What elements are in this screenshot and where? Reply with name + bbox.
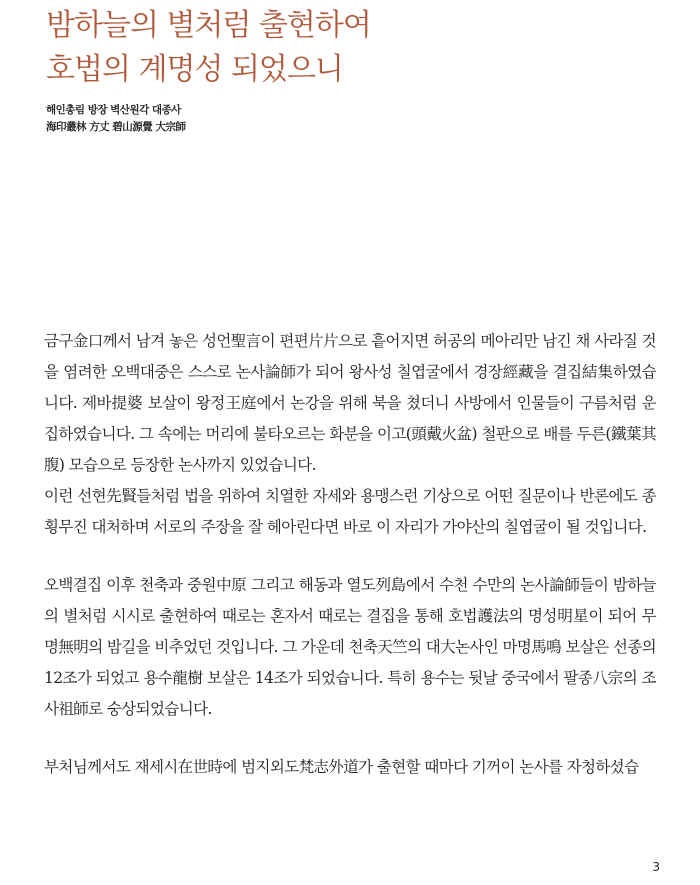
- paragraph-4: 부처님께서도 재세시在世時에 범지외도梵志外道가 출현할 때마다 기꺼이 논사를 자청하셨습: [44, 758, 639, 776]
- author-korean: 해인총림 방장 벽산원각 대종사: [46, 104, 181, 116]
- paragraph-2: 이런 선현先賢들처럼 법을 위하여 치열한 자세와 용맹스런 기상으로 어떤 질문이나 반론에도 종횡무진 대처하며 서로의 주장을 잘 헤아린다면 바로 이 자리가 가야산의 칠엽굴이 될 것입니다.: [44, 487, 656, 536]
- paragraph-1: 금구金口께서 남겨 놓은 성언聖言이 편편片片으로 흩어지면 허공의 메아리만 남긴 채 사라질 것을 염려한 오백대중은 스스로 논사論師가 되어 왕사성 칠엽굴에서 경장經藏을 결집結集하였습니다. 제바提婆 보살이 왕정王庭에서 논강을 위해 북을 쳤더니 사방에서 인물들이 구름처럼 운집하였습니다. 그 속에는 머리에 불타오르는 화분을 이고(頭戴火盆) 철판으로 배를 두른(鐵葉其腹) 모습으로 등장한 논사까지 있었습니다.: [44, 332, 656, 474]
- paragraph-3: 오백결집 이후 천축과 중원中原 그리고 해동과 열도列島에서 수천 수만의 논사論師들이 밤하늘의 별처럼 시시로 출현하여 때로는 혼자서 때로는 결집을 통해 호법護法의 명성明星이 되어 무명無明의 밤길을 비추었던 것입니다. 그 가운데 천축天竺의 대大논사인 마명馬鳴 보살은 선종의 12조가 되었고 용수龍樹 보살은 14조가 되었습니다. 특히 용수는 뒷날 중국에서 팔종八宗의 조사祖師로 숭상되었습니다.: [44, 576, 656, 718]
- author-byline: [46, 102, 185, 136]
- title-line-1: 밤하늘의 별처럼 출현하여: [46, 8, 371, 43]
- title-line-2: 호법의 계명성 되었으니: [46, 52, 343, 87]
- page-number: 3: [652, 860, 660, 874]
- article-body: [44, 326, 656, 783]
- author-hanja: 海印叢林 方丈 碧山源覺 大宗師: [46, 121, 186, 133]
- article-title: [46, 4, 666, 92]
